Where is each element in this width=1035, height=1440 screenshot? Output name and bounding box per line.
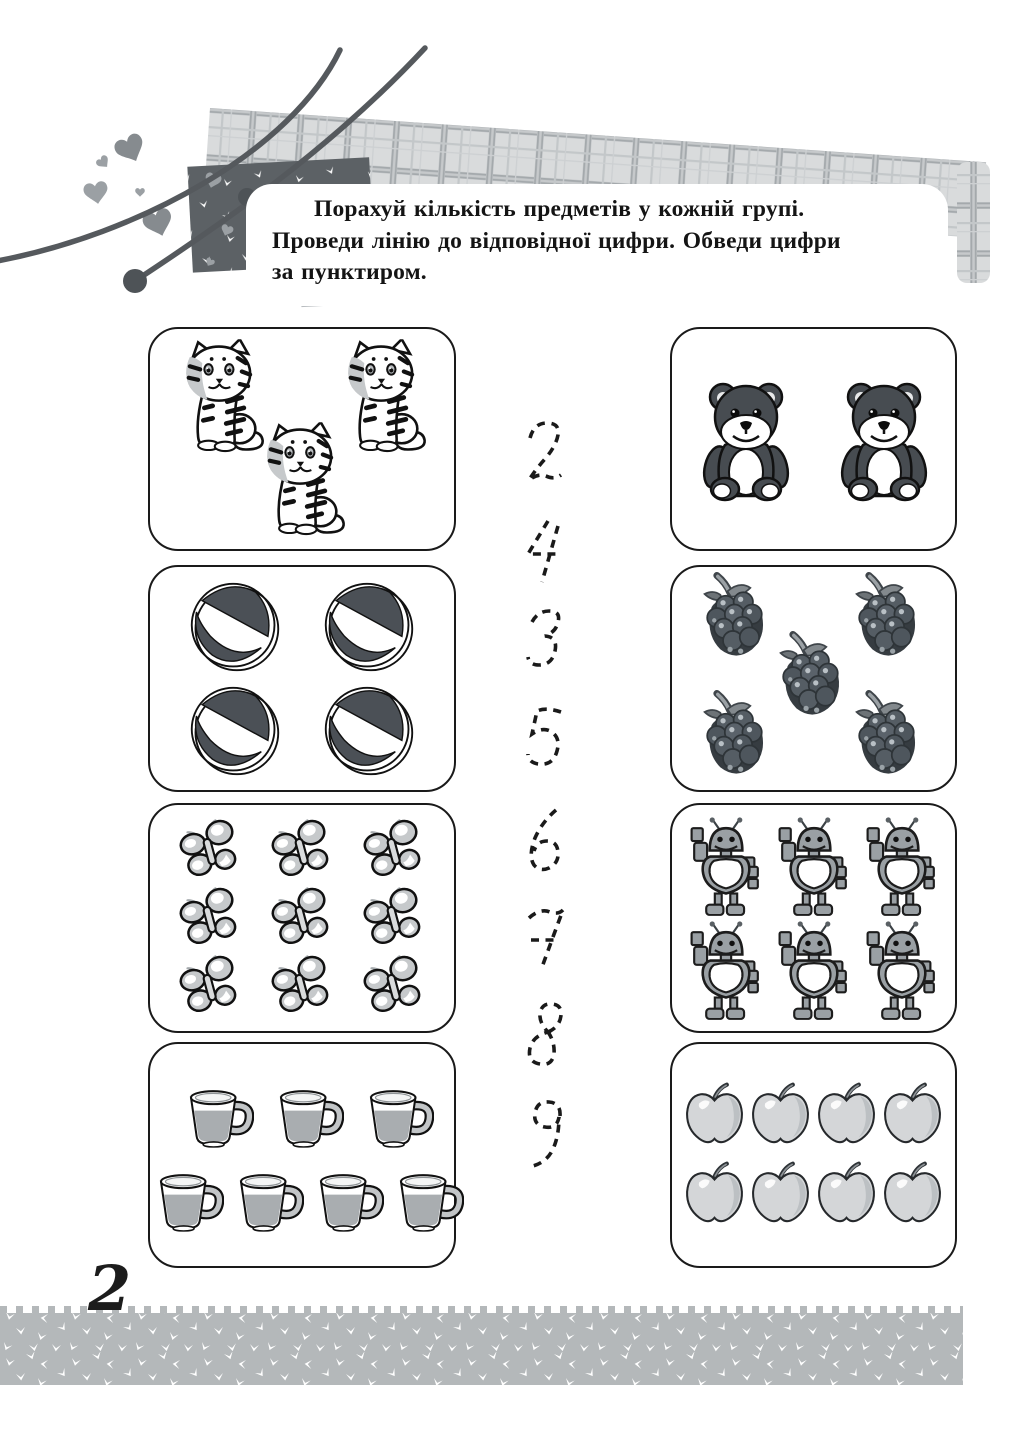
bear-icon xyxy=(689,375,801,503)
instruction-line: Порахуй кількість предметів у кожній групі. xyxy=(314,196,805,222)
item-row xyxy=(250,422,354,539)
item-row xyxy=(145,1162,459,1232)
berry-icon xyxy=(846,690,934,785)
item-row xyxy=(169,885,435,951)
apple-icon xyxy=(815,1160,878,1229)
group-cat-box xyxy=(148,327,456,551)
robot-icon xyxy=(683,920,769,1020)
cup-icon xyxy=(170,1078,254,1148)
apple-icon xyxy=(815,1081,878,1150)
butterfly-icon xyxy=(261,953,343,1019)
trace-digit-4 xyxy=(518,514,574,588)
butterfly-icon xyxy=(353,885,435,951)
apple-icon xyxy=(749,1081,812,1150)
butterfly-icon xyxy=(353,817,435,883)
robot-icon xyxy=(771,920,857,1020)
item-row xyxy=(169,953,435,1019)
needle-knob-icon xyxy=(123,269,147,293)
item-row xyxy=(683,816,945,916)
instruction-line: Проведи лінію до відповідної цифри. Обведи цифри xyxy=(272,227,841,254)
footer-teeth-edge xyxy=(0,1306,963,1314)
footer-band xyxy=(0,1306,963,1386)
apple-icon xyxy=(881,1160,944,1229)
ball-icon xyxy=(188,684,282,778)
robot-icon xyxy=(683,816,769,916)
group-berry-box xyxy=(670,565,957,792)
cup-icon xyxy=(380,1162,464,1232)
item-row xyxy=(188,580,416,674)
group-bear-box xyxy=(670,327,957,551)
berry-icon xyxy=(694,690,782,785)
berry-icon xyxy=(846,572,934,667)
apple-icon xyxy=(881,1081,944,1150)
cup-icon xyxy=(140,1162,224,1232)
butterfly-icon xyxy=(169,885,251,951)
item-row xyxy=(169,817,435,883)
apple-icon xyxy=(749,1160,812,1229)
item-row xyxy=(683,1160,944,1229)
trace-digit-9 xyxy=(518,1096,574,1170)
cup-icon xyxy=(220,1162,304,1232)
plaid-banner-corner xyxy=(957,162,990,283)
butterfly-icon xyxy=(261,817,343,883)
trace-digit-8 xyxy=(518,999,574,1073)
robot-icon xyxy=(859,920,945,1020)
trace-digit-3 xyxy=(518,606,574,680)
instruction-text xyxy=(272,194,920,289)
berry-icon xyxy=(694,572,782,667)
trace-digit-2 xyxy=(518,418,574,492)
item-row xyxy=(689,375,939,503)
item-row xyxy=(683,1081,944,1150)
robot-icon xyxy=(859,816,945,916)
ball-icon xyxy=(188,580,282,674)
trace-digit-7 xyxy=(518,902,574,976)
bear-icon xyxy=(827,375,939,503)
group-ball-box xyxy=(148,565,456,792)
cup-icon xyxy=(350,1078,434,1148)
butterfly-icon xyxy=(169,953,251,1019)
instruction-line: за пунктиром. xyxy=(272,259,427,285)
cup-icon xyxy=(300,1162,384,1232)
group-cup-box xyxy=(148,1042,456,1268)
apple-icon xyxy=(683,1160,746,1229)
cup-icon xyxy=(260,1078,344,1148)
item-row xyxy=(694,690,934,785)
butterfly-icon xyxy=(169,817,251,883)
group-robot-box xyxy=(670,803,957,1033)
ball-icon xyxy=(322,684,416,778)
item-row xyxy=(188,684,416,778)
butterfly-icon xyxy=(261,885,343,951)
ball-icon xyxy=(322,580,416,674)
item-row xyxy=(170,1078,434,1148)
cat-icon xyxy=(250,422,354,539)
apple-icon xyxy=(683,1081,746,1150)
page-number: 2 xyxy=(88,1252,132,1325)
group-apple-box xyxy=(670,1042,957,1268)
butterfly-icon xyxy=(353,953,435,1019)
robot-icon xyxy=(771,816,857,916)
item-row xyxy=(683,920,945,1020)
trace-digit-6 xyxy=(518,804,574,878)
group-butterfly-box xyxy=(148,803,456,1033)
trace-digit-5 xyxy=(518,704,574,778)
